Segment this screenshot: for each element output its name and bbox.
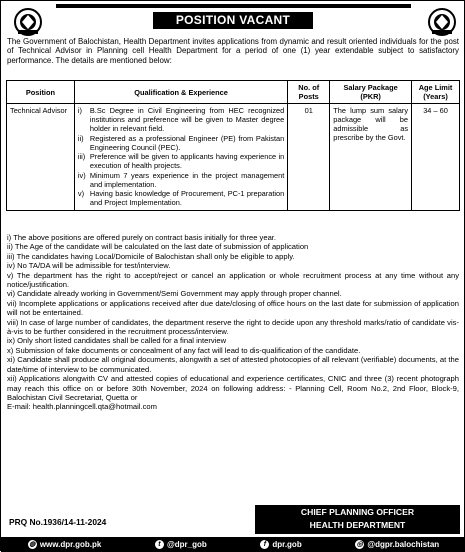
qualification-number: i) — [77, 106, 82, 116]
position-vacant-title: POSITION VACANT — [153, 12, 313, 29]
qualification-number: ii) — [77, 133, 84, 143]
qualification-item — [78, 189, 284, 207]
qualification-number: iv) — [77, 170, 86, 180]
twitter-text: @dpr_gob — [166, 539, 207, 549]
signatory-department: HEALTH DEPARTMENT — [309, 520, 406, 530]
signature-block — [255, 505, 460, 534]
qualification-item — [78, 134, 284, 152]
government-seal-logo-right — [427, 7, 457, 37]
qualification-text: Preference will be given to applicants having experience in execution of health projects. — [89, 152, 285, 171]
qualification-item — [78, 152, 284, 170]
condition-item: i) The above positions are offered purely on contract basis initially for three year. — [7, 233, 277, 242]
top-rule — [56, 4, 411, 8]
qualification-item — [78, 171, 284, 189]
table-header-row — [7, 81, 460, 104]
table-row — [7, 104, 460, 211]
condition-item: iv) No TA/DA will be admissible for test/interview. — [7, 261, 171, 271]
condition-item: viii) In case of large number of candidates, the department reserve the right to decide upon any threshold marks/ratio of candidate vis-à-vis to be further considered in the recruitment process/interview. — [7, 317, 459, 337]
condition-item: v) The department has the right to accept/reject or cancel an application or whole recruitment process at any time without any notice/justification. — [7, 270, 459, 290]
column-header-qualification: Qualification & Experience — [74, 81, 287, 104]
qualification-text: Minimum 7 years experience in the project management and implementation. — [89, 170, 285, 189]
salary-cell: The lump sum salary package will be admissible as prescribe by the Govt. — [330, 104, 412, 211]
twitter-icon: t — [155, 540, 164, 549]
position-table — [6, 80, 460, 211]
column-header-posts: No. of Posts — [288, 81, 330, 104]
qualification-number: iii) — [77, 152, 86, 162]
terms-and-conditions — [7, 233, 459, 412]
qualification-text: B.Sc Degree in Civil Engineering from HEC recognized institutions and preference will be given to Master degree holder in relevant field. — [89, 106, 285, 134]
qualification-text: Registered as a professional Engineer (PE) from Pakistan Engineering Council (PEC). — [89, 133, 285, 152]
column-header-age: Age Limit (Years) — [412, 81, 460, 104]
government-seal-logo-left — [13, 7, 43, 37]
condition-item: iii) The candidates having Local/Domicile of Balochistan shall only be eligible to apply. — [7, 251, 295, 261]
facebook-text: dpr.gob — [272, 539, 302, 549]
footer-twitter[interactable] — [155, 540, 207, 550]
qualification-number: v) — [77, 189, 85, 199]
website-text: www.dpr.gob.pk — [39, 539, 102, 549]
column-header-salary: Salary Package (PKR) — [330, 81, 412, 104]
condition-item: ii) The Age of the candidate will be calculated on the last date of submission of application — [7, 242, 309, 252]
age-cell: 34 – 60 — [412, 104, 460, 211]
instagram-icon: ◎ — [356, 541, 363, 548]
condition-item: vii) Incomplete applications or applications received after due date/closing of office hours on the last date for submission of application will not be entertained. — [7, 298, 459, 318]
instagram-text: @dgpr.balochistan — [367, 539, 440, 549]
column-header-position: Position — [7, 81, 75, 104]
footer-instagram[interactable] — [355, 540, 439, 550]
condition-item: xi) Candidate shall produce all original documents, alongwith a set of attested photocopies of all relevant (verifiable) documents, at the date/time of interview to be communicated. — [7, 355, 459, 374]
position-cell: Technical Advisor — [7, 104, 75, 211]
signatory-title: CHIEF PLANNING OFFICER — [300, 507, 415, 517]
qualification-item — [78, 106, 284, 133]
contact-email: E-mail: health.planningcell.qta@hotmail.com — [7, 402, 157, 412]
footer-website[interactable] — [28, 540, 101, 550]
posts-cell: 01 — [288, 104, 330, 211]
facebook-icon: f — [260, 540, 269, 549]
condition-item: xii) Applications alongwith CV and attested copies of educational and experience certificates, CNIC and three (3) recent photograph may reach this office on or before 30th November, 2024 on following address: - Planning Cell, Room No.2, 2nd Floor, Block-9, Balochistan Civil Secretariat, Quetta or — [7, 374, 459, 402]
qualification-text: Having basic knowledge of Procurement, PC-1 preparation and Project Implementation. — [89, 189, 285, 208]
condition-item: ix) Only short listed candidates shall be called for a final interview — [7, 336, 227, 346]
qualification-cell — [74, 104, 287, 211]
condition-item: vi) Candidate already working in Government/Semi Government may apply through proper channel. — [7, 289, 342, 299]
footer-bar — [1, 537, 465, 552]
reference-number: PRQ No.1936/14-11-2024 — [9, 517, 107, 527]
qualification-list — [78, 106, 284, 207]
globe-icon: ◍ — [29, 541, 36, 548]
condition-item: x) Submission of fake documents or concealment of any fact will lead to dis-qualification of the candidate. — [7, 345, 361, 355]
footer-facebook[interactable] — [260, 540, 301, 550]
intro-paragraph: The Government of Balochistan, Health Department invites applications from dynamic and result oriented individuals for the post of Technical Advisor in Planning cell Health Department for a period of one (1) year extendable subject to satisfactory performance. The details are mentioned below: — [7, 37, 459, 65]
